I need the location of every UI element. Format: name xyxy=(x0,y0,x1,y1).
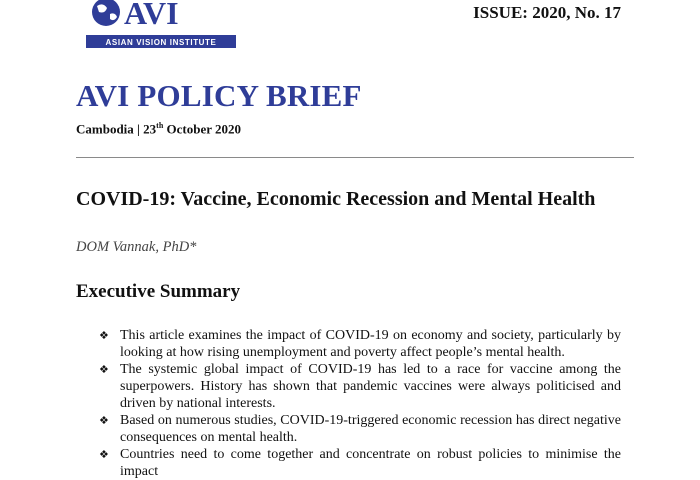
logo-subtitle: ASIAN VISION INSTITUTE xyxy=(105,38,217,47)
diamond-dots-icon: ❖ xyxy=(99,329,109,342)
logo-text: AVI xyxy=(124,0,179,31)
list-item-text: The systemic global impact of COVID-19 has led to a race for vaccine among the superpowers. History has shown that pandemic vaccines were always politicised and driven by national interests. xyxy=(120,362,621,411)
list-item xyxy=(99,327,621,361)
list-item xyxy=(99,412,621,446)
month-year: October 2020 xyxy=(163,121,242,137)
article-title: COVID-19: Vaccine, Economic Recession and Mental Health xyxy=(76,188,596,210)
diamond-dots-icon: ❖ xyxy=(99,363,109,376)
diamond-dots-icon: ❖ xyxy=(99,414,109,427)
issue-number: ISSUE: 2020, No. 17 xyxy=(473,3,621,22)
summary-list xyxy=(99,327,621,480)
divider xyxy=(76,157,634,158)
list-item-text: Based on numerous studies, COVID-19-triggered economic recession has direct negative consequences on mental health. xyxy=(120,413,621,445)
list-item-text: Countries need to come together and concentrate on robust policies to minimise the impact xyxy=(120,447,621,479)
day-suffix: th xyxy=(156,121,164,130)
list-item xyxy=(99,446,621,480)
author: DOM Vannak, PhD* xyxy=(76,239,197,255)
diamond-dots-icon: ❖ xyxy=(99,448,109,461)
section-heading: Executive Summary xyxy=(76,281,241,302)
country: Cambodia xyxy=(76,121,134,137)
list-item xyxy=(99,361,621,412)
avi-logo xyxy=(86,0,236,50)
separator: | xyxy=(133,121,144,137)
list-item-text: This article examines the impact of COVID-19 on economy and society, particularly by looking at how rising unemployment and poverty affect people’s mental health. xyxy=(120,328,621,360)
day: 23 xyxy=(143,121,157,137)
location-date xyxy=(76,121,241,137)
brief-title: AVI POLICY BRIEF xyxy=(76,78,362,113)
